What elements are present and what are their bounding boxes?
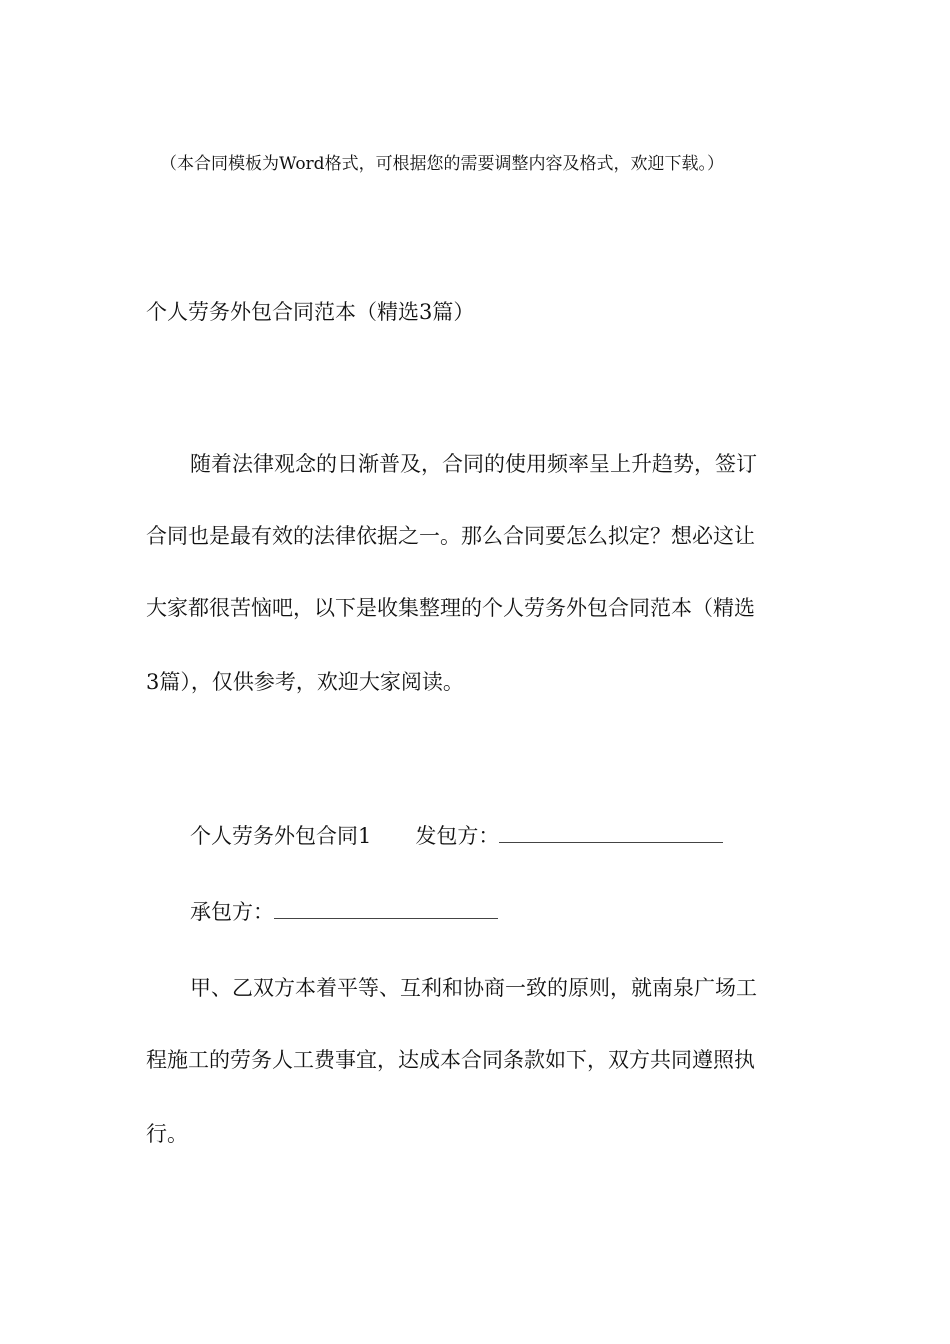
template-note: （本合同模板为Word格式，可根据您的需要调整内容及格式，欢迎下载。） <box>160 154 725 174</box>
party-b-label: 承包方： <box>190 900 274 924</box>
intro-line-1: 随着法律观念的日渐普及，合同的使用频率呈上升趋势，签订 <box>190 452 757 476</box>
party-b-blank <box>274 896 498 919</box>
intro-line-3: 大家都很苦恼吧，以下是收集整理的个人劳务外包合同范本（精选 <box>146 596 755 620</box>
party-a-blank <box>499 820 723 843</box>
body-line-3: 行。 <box>146 1122 188 1146</box>
contract-heading: 个人劳务外包合同1 <box>190 824 372 848</box>
body-line-2: 程施工的劳务人工费事宜，达成本合同条款如下，双方共同遵照执 <box>146 1048 755 1072</box>
intro-line-2: 合同也是最有效的法律依据之一。那么合同要怎么拟定？想必这让 <box>146 524 755 548</box>
party-a-label: 发包方： <box>415 824 500 848</box>
document-title: 个人劳务外包合同范本（精选3篇） <box>146 300 475 324</box>
body-line-1: 甲、乙双方本着平等、互利和协商一致的原则，就南泉广场工 <box>190 976 757 1000</box>
intro-line-4: 3篇），仅供参考，欢迎大家阅读。 <box>146 670 464 694</box>
contract-heading-row <box>190 818 723 854</box>
party-b-row <box>190 894 498 930</box>
